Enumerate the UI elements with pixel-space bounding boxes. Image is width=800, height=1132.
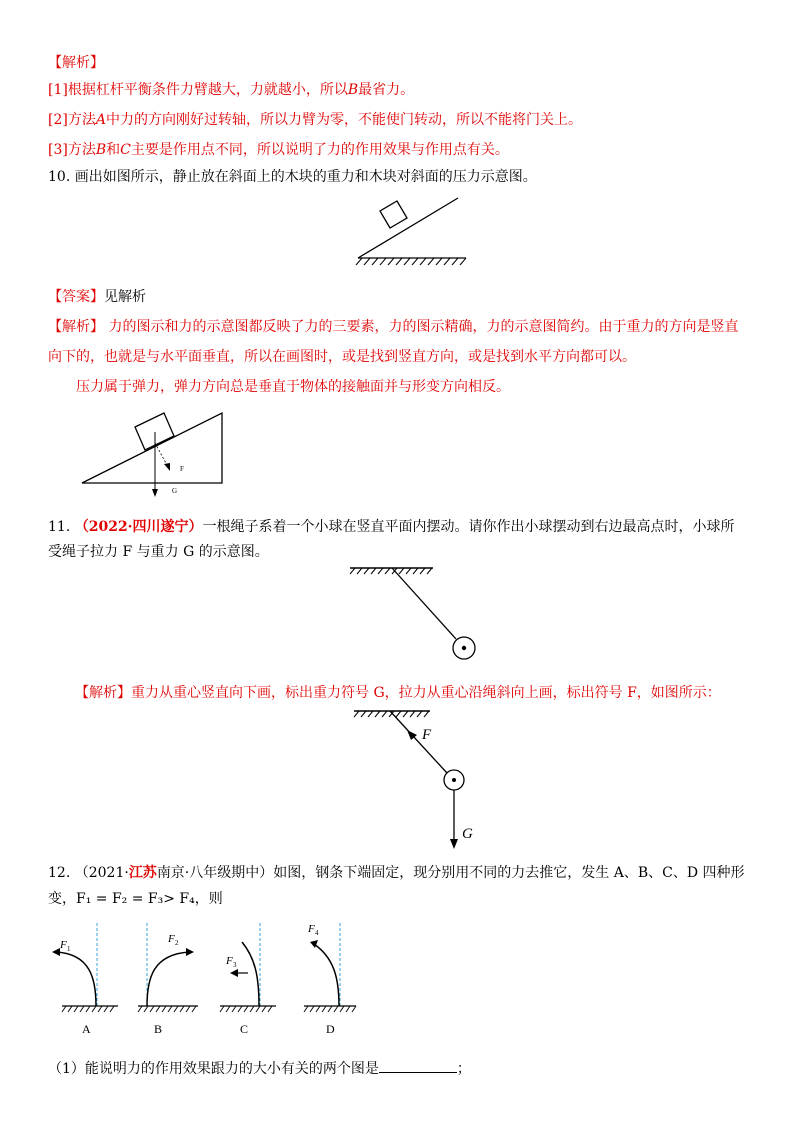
source: （2021· [74,865,129,881]
incline-figure-question [350,195,470,270]
text: [1]根据杠杆平衡条件力臂越大，力就越小，所以 [48,82,348,98]
analysis-10-p2: 向下的，也就是与水平面垂直，所以在画图时，或是找到竖直方向，或是找到水平方向都可以。 [48,349,636,365]
text: ； [456,1061,471,1077]
force-sub: 1 [67,945,71,953]
analysis-line-3 [48,140,509,160]
analysis-line-1 [48,80,414,100]
answer-text: 见解析 [104,289,146,305]
var-c: C [120,142,131,158]
var-b: B [347,82,359,98]
pendulum-figure-question [345,560,495,670]
source-province: 江苏 [128,865,157,881]
force-label-f3: F [226,955,233,967]
question-11-line1 [48,517,735,537]
text: 主要是作用点不同，所以说明了力的作用效果与作用点有关。 [130,142,509,158]
figure-label-b: B [154,1022,163,1036]
force-sub: 4 [315,929,319,937]
analysis-11 [75,683,721,703]
question-11-line2: 受绳子拉力 F 与重力 G 的示意图。 [48,544,269,560]
label-g: G [462,826,473,842]
force-label-f1: F [60,939,67,951]
incline-figure-answer [80,405,230,495]
question-10: 10. 画出如图所示，静止放在斜面上的木块的重力和木块对斜面的压力示意图。 [48,169,537,185]
question-number: 11. [48,519,71,535]
analysis-tag: 【解析】 [48,319,104,335]
question-number: 12. [48,865,71,881]
text: 力的图示和力的示意图都反映了力的三要素，力的图示精确，力的示意图简约。由于重力的方向是竖直 [104,319,739,335]
answer-blank[interactable] [379,1058,457,1073]
var-a: A [95,112,106,128]
wood-block [380,201,407,228]
var-b: B [95,142,107,158]
analysis-heading: 【解析】 [48,55,104,71]
figure-label-d: D [326,1022,335,1036]
text: [2]方法 [48,112,96,128]
force-label-f4: F [308,923,315,935]
force-sub: 2 [175,939,179,947]
figure-d [304,923,356,1036]
label-f: F [180,465,184,473]
source: 南京·八年级期中） [156,865,274,881]
analysis-tag: 【解析】 [75,685,131,701]
figure-b [138,923,198,1036]
pendulum-figure-answer [350,703,500,853]
question-12-line1 [48,863,745,883]
figure-label-a: A [82,1022,91,1036]
text: 重力从重心竖直向下画，标出重力符号 G，拉力从重心沿绳斜向上画，标出符号 F，如图所示： [131,685,721,701]
answer-tag: 【答案】 [48,289,104,305]
question-source: （2022·四川遂宁） [74,519,203,535]
steel-strip-figures [50,918,390,1038]
text: [3]方法 [48,142,96,158]
answer-10 [48,287,146,307]
question-12-line2: 变，F₁ = F₂ = F₃> F₄，则 [48,891,223,907]
text: 中力的方向刚好过转轴，所以力臂为零，不能使门转动，所以不能将门关上。 [105,112,582,128]
question-12-sub1 [48,1058,471,1079]
analysis-line-2 [48,110,582,130]
text: （1）能说明力的作用效果跟力的大小有关的两个图是 [48,1061,379,1077]
force-sub: 3 [233,961,237,969]
figure-label-c: C [240,1022,249,1036]
figure-a [52,923,118,1036]
text: 和 [106,142,121,158]
label-g: G [172,487,178,495]
text: 如图，钢条下端固定，现分别用不同的力去推它，发生 A、B、C、D 四种形 [273,865,745,881]
analysis-10-p3: 压力属于弹力，弹力方向总是垂直于物体的接触面并与形变方向相反。 [76,379,510,395]
text: 一根绳子系着一个小球在竖直平面内摆动。请你作出小球摆动到右边最高点时，小球所 [202,519,735,535]
force-label-f2: F [168,933,175,945]
label-f: F [422,727,432,743]
text: 最省力。 [358,82,415,98]
figure-c [220,923,276,1036]
analysis-10-p1 [48,317,738,337]
